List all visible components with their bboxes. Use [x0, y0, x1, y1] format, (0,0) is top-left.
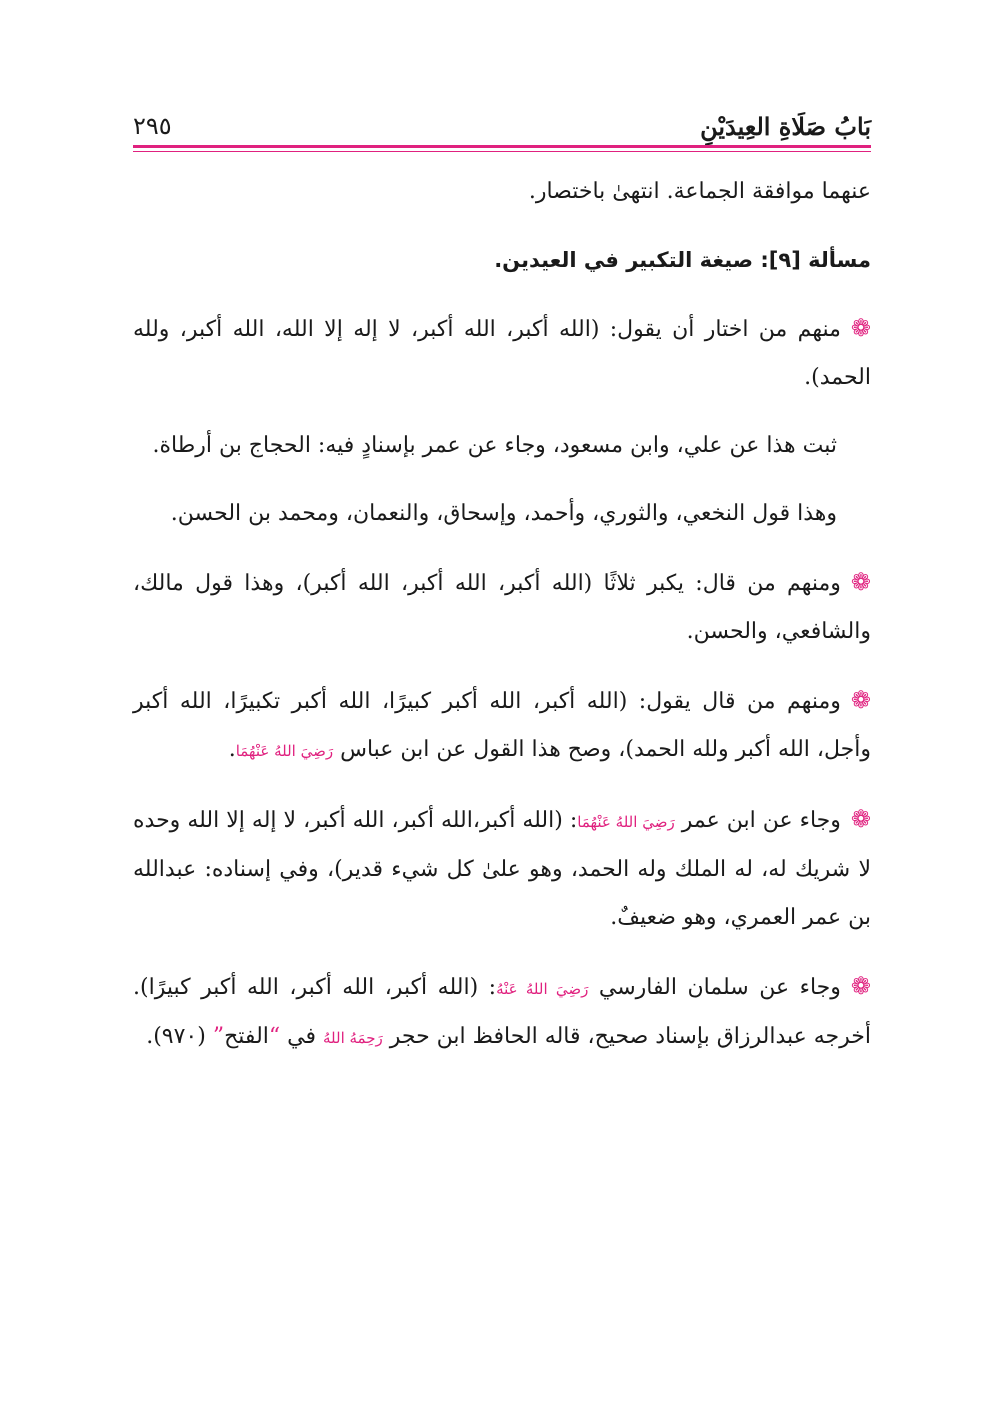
- body-text: [133, 168, 871, 1062]
- paragraph-7-text: : (الله أكبر، الله أكبر، الله أكبر كبيرًا). أخرجه عبدالرزاق بإسناد صحيح، قاله الحافظ ابن حجر: [133, 975, 871, 1049]
- paragraph-6-text-start: وجاء عن ابن عمر: [681, 808, 841, 833]
- header-rule-thick: [133, 145, 871, 148]
- paragraph-3: وهذا قول النخعي، والثوري، وأحمد، وإسحاق، والنعمان، ومحمد بن الحسن.: [170, 501, 837, 526]
- paragraph-2: ثبت هذا عن علي، وابن مسعود، وجاء عن عمر بإسنادٍ فيه: الحجاج بن أرطاة.: [152, 433, 837, 458]
- book-title: الفتح: [224, 1024, 269, 1049]
- paragraph-4-text: ومنهم من قال: يكبر ثلاثًا (الله أكبر، الله أكبر، الله أكبر)، وهذا قول مالك، والشافعي، والحسن.: [133, 571, 871, 644]
- page-number: ٢٩٥: [133, 112, 172, 140]
- paragraph-continuation: عنهما موافقة الجماعة. انتهىٰ باختصار.: [528, 179, 871, 204]
- rosette-icon: ❁: [850, 972, 872, 1000]
- rosette-icon: ❁: [850, 686, 871, 714]
- honorific-glyph: رَحِمَهُ اللهُ: [323, 1029, 383, 1047]
- honorific-glyph: رَضِيَ اللهُ عَنْهُمَا: [577, 813, 675, 831]
- quote-open: “: [268, 1024, 281, 1049]
- quote-close: ”: [212, 1024, 225, 1049]
- rosette-icon: ❁: [850, 314, 871, 342]
- paragraph-5: [133, 676, 871, 775]
- honorific-glyph: رَضِيَ اللهُ عَنْهُ: [496, 980, 589, 998]
- paragraph-7-in: في: [287, 1024, 316, 1049]
- honorific-glyph: رَضِيَ اللهُ عَنْهُمَا: [235, 742, 334, 760]
- paragraph-1-text: منهم من اختار أن يقول: (الله أكبر، الله أكبر، لا إله إلا الله، الله أكبر، ولله الحمد).: [133, 317, 871, 390]
- paragraph-1: [133, 304, 871, 402]
- paragraph-7: [133, 962, 871, 1062]
- paragraph-7-ref: (٩٧٠).: [146, 1024, 206, 1049]
- paragraph-6: [133, 795, 871, 942]
- paragraph-6-text: : (الله أكبر،الله أكبر، الله أكبر، لا إله إلا الله وحده لا شريك له، له الملك وله الحمد، وهو علىٰ كل شيء قدير)، وفي إسناده: عبدالله بن عمر العمري، وهو ضعيفٌ.: [133, 808, 871, 930]
- header-rule-thin: [133, 151, 871, 152]
- paragraph-4: [133, 558, 871, 656]
- paragraph-5-end: .: [228, 737, 236, 762]
- rosette-icon: ❁: [850, 805, 872, 833]
- paragraph-5-text: ومنهم من قال يقول: (الله أكبر، الله أكبر كبيرًا، الله أكبر تكبيرًا، الله أكبر وأجل، الله أكبر ولله الحمد)، وصح هذا القول عن ابن عباس: [133, 689, 871, 762]
- rosette-icon: ❁: [850, 568, 871, 596]
- chapter-title: بَابُ صَلَاةِ العِيدَيْنِ: [700, 112, 871, 141]
- section-heading: مسألة [٩]: صيغة التكبير في العيدين.: [494, 248, 871, 272]
- paragraph-7-text-start: وجاء عن سلمان الفارسي: [598, 975, 841, 1000]
